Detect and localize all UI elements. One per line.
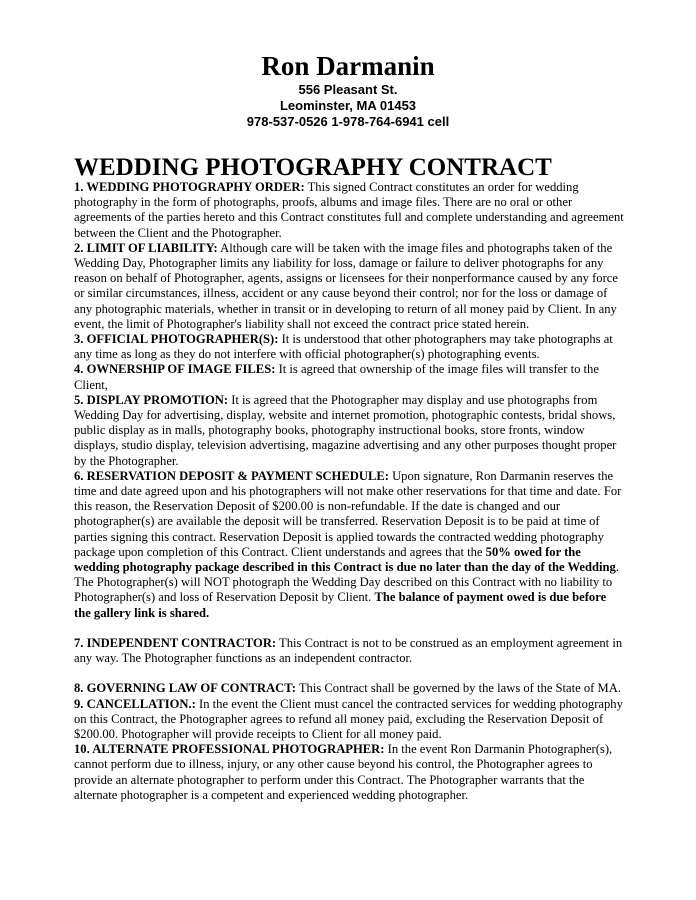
section-4 xyxy=(74,362,626,392)
section-text: This Contract is not to be construed as an employment agreement in any way. The Photographer functions as an independent contractor. xyxy=(74,635,623,666)
business-name: Ron Darmanin xyxy=(261,51,435,81)
section-heading: 7. INDEPENDENT CONTRACTOR: xyxy=(74,635,277,650)
section-heading: 6. RESERVATION DEPOSIT & PAYMENT SCHEDULE: xyxy=(74,468,389,483)
section-heading: 2. LIMIT OF LIABILITY: xyxy=(74,240,218,255)
balance-due-notice: The balance of payment owed is due before the gallery link is shared. xyxy=(74,590,607,620)
letterhead xyxy=(0,50,696,130)
section-3 xyxy=(74,332,626,362)
section-heading: 5. DISPLAY PROMOTION: xyxy=(74,392,229,407)
section-text: It is agreed that ownership of the image files will transfer to the Client, xyxy=(74,362,599,392)
section-text: In the event Ron Darmanin Photographer(s), cannot perform due to illness, injury, or any other cause beyond his control, the Photographer agrees to provide an alternate photographer to perform under this Contract. The Photographer warrants that the alternate photographer is a competent and experienced wedding photographer. xyxy=(74,742,613,802)
section-heading: 9. CANCELLATION.: xyxy=(74,696,196,711)
section-9 xyxy=(74,697,626,743)
section-text: In the event the Client must cancel the contracted services for wedding photography on this Contract, the Photographer agrees to refund all money paid, excluding the Reservation Deposit of $200.00. Photographer will provide receipts to Client for all money paid. xyxy=(74,696,623,741)
section-10 xyxy=(74,742,626,803)
contract-body xyxy=(74,180,626,803)
spacer xyxy=(74,621,626,636)
section-text: This signed Contract constitutes an order for wedding photography in the form of photographs, proofs, albums and image files. There are no oral or other agreements of the parties hereto and this Contract constitutes full and complete understanding and agreement between the Client and the Photographer. xyxy=(74,180,624,240)
section-text: This Contract shall be governed by the laws of the State of MA. xyxy=(295,681,621,696)
section-heading: 4. OWNERSHIP OF IMAGE FILES: xyxy=(74,362,276,377)
section-text: It is agreed that the Photographer may display and use photographs from Wedding Day for advertising, display, website and internet promotion, photographic contests, bridal shows, public display as in malls, photography books, photography instructional books, store fronts, window displays, studio display, television advertising, magazine advertising and any other purposes thought proper by the Photographer. xyxy=(74,392,617,468)
section-heading: 3. OFFICIAL PHOTOGRAPHER(S): xyxy=(74,332,279,347)
section-5 xyxy=(74,393,626,469)
section-text: . The Photographer(s) will NOT photograph the Wedding Day described on this Contract with no liability to Photographer(s) and loss of Reservation Deposit by Client. xyxy=(74,560,619,605)
city-state-zip: Leominster, MA 01453 xyxy=(279,98,417,113)
spacer xyxy=(74,666,626,681)
section-text: Upon signature, Ron Darmanin reserves the time and date agreed upon and his photographers will not make other reservations for that time and date. For this reason, the Reservation Deposit of $200.00 is non-refundable. If the date is changed and our photographer(s) are available the deposit will be transferred. Reservation Deposit is to be paid at time of parties signing this contract. Reservation Deposit is applied towards the contracted wedding photography package upon completion of this Contract. Client understands and agrees that the xyxy=(74,468,622,559)
address-block xyxy=(0,82,696,130)
section-1 xyxy=(74,180,626,241)
section-heading: 8. GOVERNING LAW OF CONTRACT: xyxy=(74,681,296,696)
section-heading: 10. ALTERNATE PROFESSIONAL PHOTOGRAPHER: xyxy=(74,742,385,757)
section-heading: 1. WEDDING PHOTOGRAPHY ORDER: xyxy=(74,180,305,194)
section-7 xyxy=(74,636,626,666)
section-6 xyxy=(74,469,626,621)
section-text: Although care will be taken with the image files and photographs taken of the Wedding Day, Photographer limits any liability for loss, damage or failure to deliver photographs for any reason on behalf of Photographer, agents, assigns or licensees for their nonperformance caused by any force or similar circumstances, illness, accident or any cause beyond their control; nor for the loss or damage of any photographic materials, whether in transit or in developing to return of all money paid by Client. In any event, the limit of Photographer's liability shall not exceed the contract price stated herein. xyxy=(74,240,618,331)
street-address: 556 Pleasant St. xyxy=(298,82,398,97)
section-2 xyxy=(74,241,626,332)
phone-numbers: 978-537-0526 1-978-764-6941 cell xyxy=(246,114,450,129)
contract-title: WEDDING PHOTOGRAPHY CONTRACT xyxy=(74,154,552,181)
section-8 xyxy=(74,681,626,696)
section-text: It is understood that other photographers may take photographs at any time as long as they do not interfere with official photographer(s) photographing events. xyxy=(74,332,613,362)
payment-due-notice: 50% owed for the wedding photography package described in this Contract is due no later than the day of the Wedding xyxy=(74,544,616,575)
